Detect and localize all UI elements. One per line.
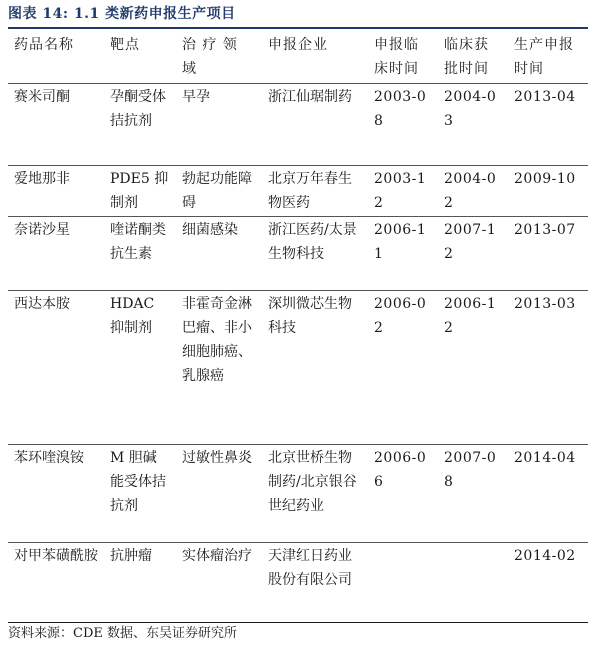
- target-cell: 抗肿瘤: [110, 548, 152, 564]
- clinical-approval-cell: 2007-08: [444, 450, 497, 490]
- clinical-filing-cell: [368, 543, 438, 623]
- clinical-approval-cell: 2004-02: [444, 171, 497, 211]
- table-row: [8, 445, 588, 543]
- drug-name-cell: 西达本胺: [14, 296, 70, 312]
- drug-name-cell: 对甲苯磺酰胺: [14, 548, 98, 564]
- drug-name-cell: 爱地那非: [14, 171, 70, 187]
- production-filing-cell: 2013-04: [514, 89, 576, 105]
- header-target: 靶点: [110, 37, 140, 53]
- target-cell: PDE5 抑制剂: [110, 171, 169, 211]
- source-note: 资料来源：CDE 数据、东吴证券研究所: [8, 626, 237, 641]
- target-cell: 孕酮受体拮抗剂: [110, 89, 166, 129]
- table-row: [8, 84, 588, 166]
- clinical-filing-cell: 2003-12: [374, 171, 427, 211]
- table-header-row: [8, 31, 588, 84]
- drug-name-cell: 苯环喹溴铵: [14, 450, 84, 466]
- company-cell: 深圳微芯生物科技: [268, 296, 352, 336]
- title-rule: [8, 27, 588, 29]
- table-row: [8, 291, 588, 445]
- target-cell: 喹诺酮类抗生素: [110, 222, 166, 262]
- clinical-approval-cell: 2007-12: [444, 222, 497, 262]
- header-clinical-filing: 申报临床时间: [374, 37, 419, 77]
- header-indication: 治 疗 领 域: [182, 37, 238, 77]
- indication-cell: 勃起功能障碍: [182, 171, 252, 211]
- company-cell: 浙江仙琚制药: [268, 89, 352, 105]
- clinical-approval-cell: [438, 543, 508, 623]
- production-filing-cell: 2013-03: [514, 296, 576, 312]
- company-cell: 北京世桥生物制药/北京银谷世纪药业: [268, 450, 357, 514]
- clinical-approval-cell: 2006-12: [444, 296, 497, 336]
- table-row: [8, 166, 588, 217]
- company-cell: 天津红日药业股份有限公司: [268, 548, 352, 588]
- production-filing-cell: 2009-10: [514, 171, 576, 187]
- figure-title: 图表 14: 1.1 类新药申报生产项目: [8, 6, 236, 22]
- indication-cell: 非霍奇金淋巴瘤、非小细胞肺癌、乳腺癌: [182, 296, 252, 384]
- company-cell: 浙江医药/太景生物科技: [268, 222, 357, 262]
- header-drug-name: 药品名称: [14, 37, 74, 53]
- target-cell: M 胆碱能受体拮抗剂: [110, 450, 166, 514]
- indication-cell: 实体瘤治疗: [182, 548, 252, 564]
- clinical-filing-cell: 2006-06: [374, 450, 427, 490]
- drug-table: [8, 31, 588, 623]
- table-row: [8, 543, 588, 623]
- production-filing-cell: 2014-04: [514, 450, 576, 466]
- clinical-filing-cell: 2006-02: [374, 296, 427, 336]
- header-clinical-approval: 临床获批时间: [444, 37, 489, 77]
- production-filing-cell: 2014-02: [514, 548, 576, 564]
- clinical-filing-cell: 2006-11: [374, 222, 427, 262]
- indication-cell: 早孕: [182, 89, 210, 105]
- clinical-filing-cell: 2003-08: [374, 89, 427, 129]
- drug-name-cell: 奈诺沙星: [14, 222, 70, 238]
- header-company: 申报企业: [268, 37, 328, 53]
- table-row: [8, 217, 588, 291]
- drug-name-cell: 赛米司酮: [14, 89, 70, 105]
- indication-cell: 细菌感染: [182, 222, 238, 238]
- company-cell: 北京万年春生物医药: [268, 171, 352, 211]
- production-filing-cell: 2013-07: [514, 222, 576, 238]
- header-production-filing: 生产申报时间: [514, 37, 574, 77]
- clinical-approval-cell: 2004-03: [444, 89, 497, 129]
- indication-cell: 过敏性鼻炎: [182, 450, 252, 466]
- target-cell: HDAC 抑制剂: [110, 296, 155, 336]
